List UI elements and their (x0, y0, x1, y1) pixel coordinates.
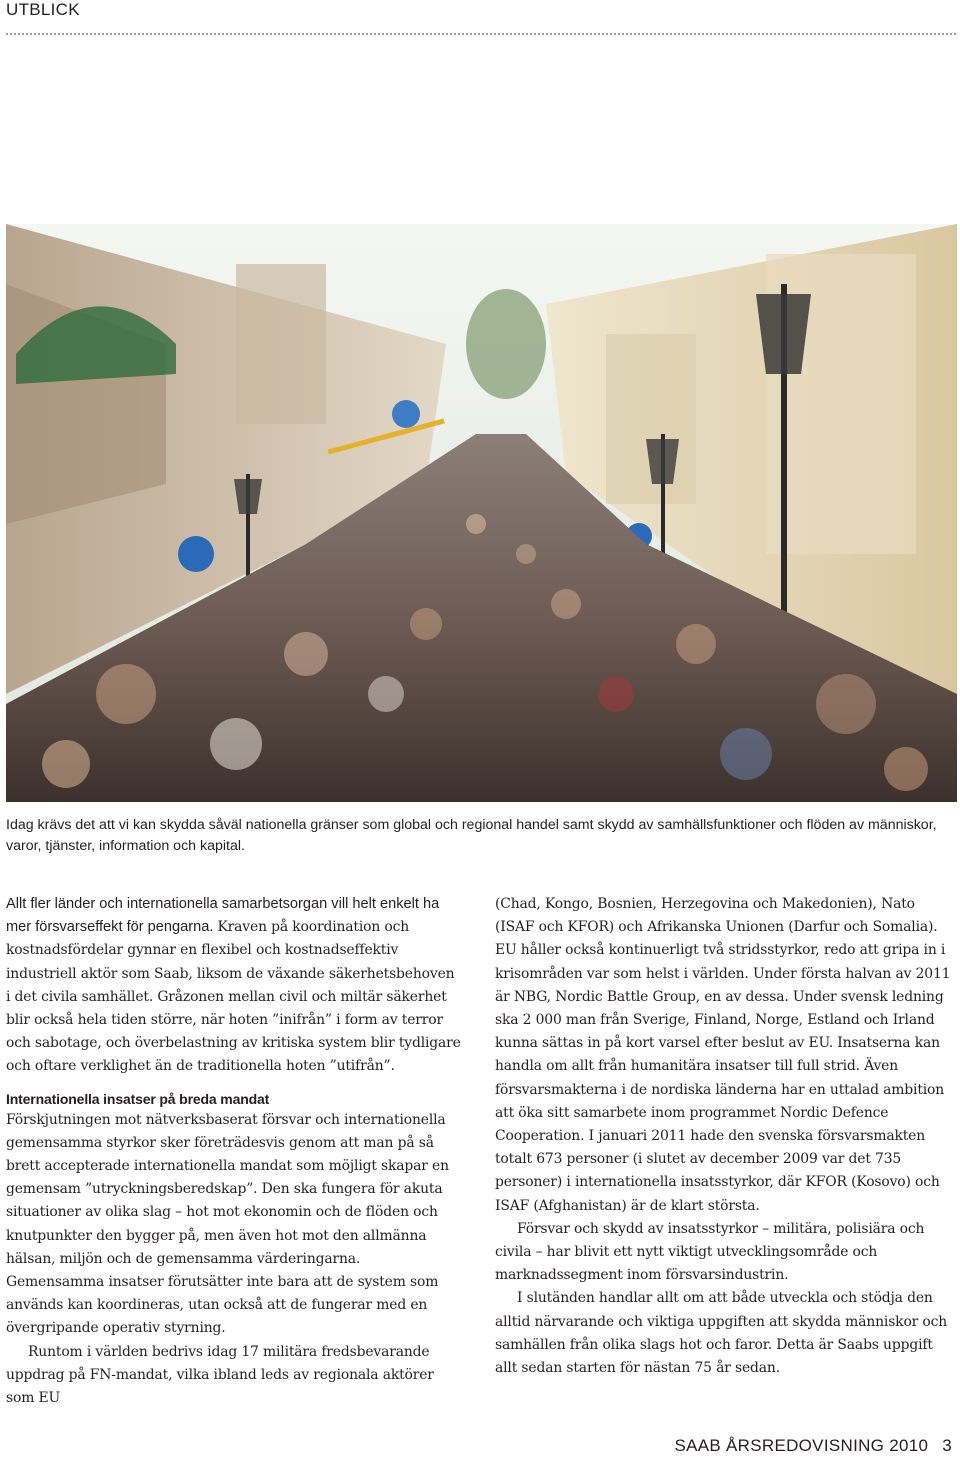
crowd-street-photo (6, 224, 957, 802)
photo-caption: Idag krävs det att vi kan skydda såväl nationella gränser som global och regional handel samt skydd av samhällsfunktioner och flöden av människor, varor, tjänster, information och kapital. (6, 817, 937, 854)
body-paragraph: Runtom i världen bedrivs idag 17 militära fredsbevarande uppdrag på FN-mandat, vilka ibland leds av regionala aktörer som EU (6, 1343, 434, 1407)
ingress-text: Allt fler länder och internationella samarbetsorgan vill helt enkelt ha mer försvarseffekt för pengarna. (6, 896, 440, 936)
page-number: 3 (942, 1436, 952, 1455)
left-intro-paragraph (6, 893, 461, 1079)
body-paragraph: (Chad, Kongo, Bosnien, Herzegovina och Makedonien), Nato (ISAF och KFOR) och Afrikanska Unionen (Darfur och Somalia). EU håller också kontinuerligt två stridsstyrkor, redo att gripa in i krisområden var som helst i världen. Under första halvan av 2011 är NBG, Nordic Battle Group, en av dessa. Under svensk ledning ska 2 000 man från Sverige, Finland, Norge, Estland och Irland kunna sättas in på kort varsel efter beslut av EU. Insatserna kan handla om allt från humanitära insatser till full strid. Även försvarsmakterna i de nordiska länderna har en uttalad ambition att öka sitt samarbete inom programmet Nordic Defence Cooperation. I januari 2011 hade den svenska försvarsmakten totalt 673 personer (i slutet av december 2009 var det 735 personer) i internationella insatsstyrkor, där KFOR (Kosovo) och ISAF (Afghanistan) är de klart största. (495, 896, 951, 1214)
body-paragraph: Försvar och skydd av insatsstyrkor – militära, polisiära och civila – har blivit ett nytt viktigt utvecklingsområde och marknadssegment inom försvarsindustrin. (495, 1220, 925, 1284)
photo-illustration (6, 224, 957, 802)
page-footer (674, 1436, 952, 1456)
right-column (495, 893, 957, 1380)
body-paragraph: I slutänden handlar allt om att både utveckla och stödja den alltid närvarande och viktiga uppgiften att skydda människor och samhällen från olika slags hot och faror. Detta är Saabs uppgift allt sedan starten för nästan 75 år sedan. (495, 1290, 948, 1377)
body-paragraph: Förskjutningen mot nätverksbaserat försvar och internationella gemensamma styrkor sker företrädesvis genom att man på så brett accepterade internationella mandat som möjligt skapar en gemensam ”utryckningsberedskap”. Den ska fungera för akuta situationer av olika slag – hot mot ekonomin och de flöden och knutpunkter den bygger på, men även hot mot den allmänna hälsan, miljön och de gemensamma värderingarna. Gemensamma insatser förutsätter inte bara att de system som används kan koordineras, utan också att de fungerar med en övergripande operativ styrning. (6, 1111, 449, 1337)
section-subheading: Internationella insatser på breda mandat (6, 1090, 270, 1107)
dotted-divider (6, 33, 956, 35)
section-label: UTBLICK (6, 0, 80, 19)
left-column (6, 893, 461, 1410)
intro-continuation: Kraven på koordination och kostnadsfördelar gynnar en flexibel och kostnadseffektiv industriell aktör som Saab, liksom de växande säkerhetsbehoven i det civila samhället. Gråzonen mellan civil och miltär säkerhet blir också hela tiden större, när hoten ”inifrån” i form av terror och sabotage, och överbelastning av kritiska system blir tydligare och oftare verklighet än de traditionella hoten ”utifrån”. (6, 919, 461, 1075)
publication-title: SAAB ÅRSREDOVISNING 2010 (674, 1436, 929, 1455)
